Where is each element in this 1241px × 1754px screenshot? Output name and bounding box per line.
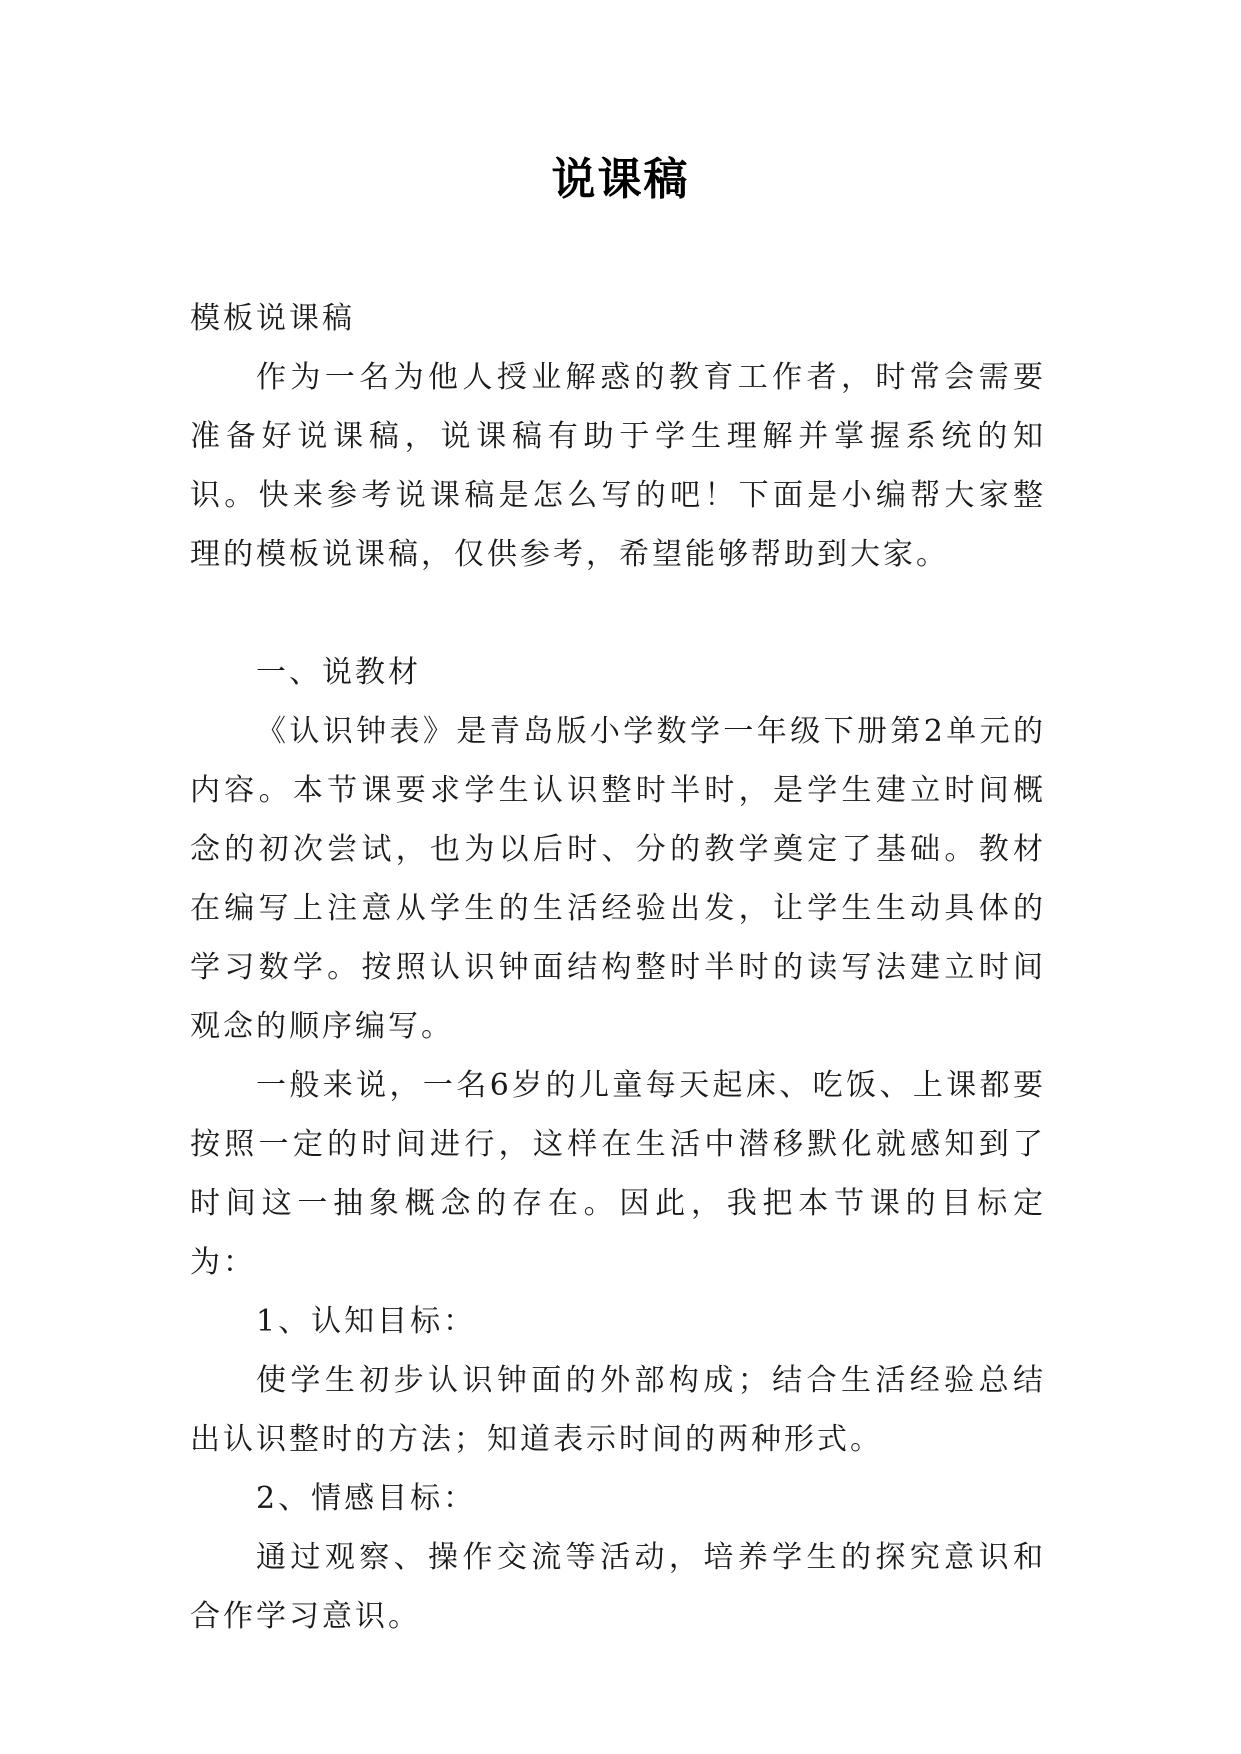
goal-heading: 2、情感目标： bbox=[256, 1481, 477, 1516]
document-subtitle: 模板说课稿 bbox=[190, 301, 355, 336]
paragraph-spacer bbox=[190, 584, 1046, 643]
page-title: 说课稿 bbox=[551, 154, 690, 205]
body-paragraph: 一般来说，一名6岁的儿童每天起床、吃饭、上课都要按照一定的时间进行，这样在生活中潜移默化就感知到了时间这一抽象概念的存在。因此，我把本节课的目标定为： bbox=[190, 1068, 1046, 1280]
document-body bbox=[190, 289, 1046, 1646]
section-heading: 一、说教材 bbox=[256, 655, 421, 690]
intro-paragraph: 作为一名为他人授业解惑的教育工作者，时常会需要准备好说课稿，说课稿有助于学生理解并掌握系统的知识。快来参考说课稿是怎么写的吧！下面是小编帮大家整理的模板说课稿，仅供参考，希望能够帮助到大家。 bbox=[190, 360, 1046, 572]
goal-text: 使学生初步认识钟面的外部构成；结合生活经验总结出认识整时的方法；知道表示时间的两种形式。 bbox=[190, 1363, 1046, 1457]
goal-heading: 1、认知目标： bbox=[256, 1304, 477, 1339]
body-paragraph: 《认识钟表》是青岛版小学数学一年级下册第2单元的内容。本节课要求学生认识整时半时，是学生建立时间概念的初次尝试，也为以后时、分的教学奠定了基础。教材在编写上注意从学生的生活经验出发，让学生生动具体的学习数学。按照认识钟面结构整时半时的读写法建立时间观念的顺序编写。 bbox=[190, 714, 1046, 1044]
goal-text: 通过观察、操作交流等活动，培养学生的探究意识和合作学习意识。 bbox=[190, 1540, 1046, 1634]
